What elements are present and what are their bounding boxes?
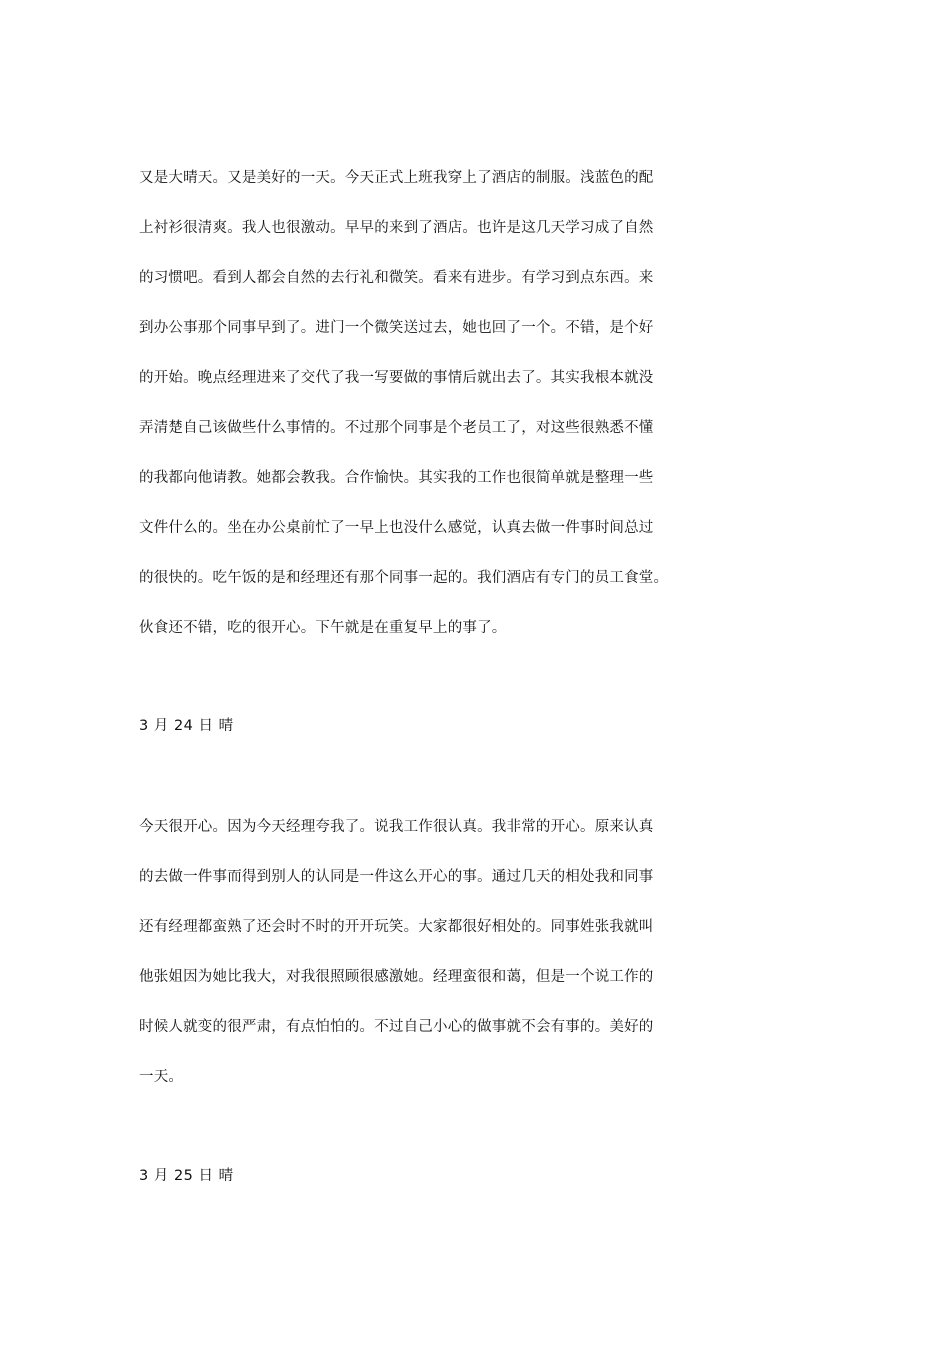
- text-line: 时候人就变的很严肃，有点怕怕的。不过自己小心的做事就不会有事的。美好的: [139, 1019, 654, 1035]
- text-line: 的开始。晚点经理进来了交代了我一写要做的事情后就出去了。其实我根本就没: [139, 370, 654, 386]
- text-line: 一天。: [139, 1069, 184, 1085]
- entry-date-heading: 3 月 24 日 晴: [139, 718, 234, 734]
- text-line: 今天很开心。因为今天经理夸我了。说我工作很认真。我非常的开心。原来认真: [139, 819, 654, 835]
- text-line: 的很快的。吃午饭的是和经理还有那个同事一起的。我们酒店有专门的员工食堂。: [139, 570, 669, 586]
- text-line: 的我都向他请教。她都会教我。合作愉快。其实我的工作也很简单就是整理一些: [139, 470, 654, 486]
- text-line: 伙食还不错，吃的很开心。下午就是在重复早上的事了。: [139, 620, 507, 636]
- text-line: 上衬衫很清爽。我人也很激动。早早的来到了酒店。也许是这几天学习成了自然: [139, 220, 654, 236]
- text-line: 他张姐因为她比我大，对我很照顾很感激她。经理蛮很和蔼，但是一个说工作的: [139, 969, 654, 985]
- text-line: 还有经理都蛮熟了还会时不时的开开玩笑。大家都很好相处的。同事姓张我就叫: [139, 919, 654, 935]
- text-line: 又是大晴天。又是美好的一天。今天正式上班我穿上了酒店的制服。浅蓝色的配: [139, 170, 654, 186]
- text-line: 弄清楚自己该做些什么事情的。不过那个同事是个老员工了，对这些很熟悉不懂: [139, 420, 654, 436]
- text-line: 到办公事那个同事早到了。进门一个微笑送过去，她也回了一个。不错，是个好: [139, 320, 654, 336]
- entry-date-heading: 3 月 25 日 晴: [139, 1168, 234, 1184]
- text-line: 的习惯吧。看到人都会自然的去行礼和微笑。看来有进步。有学习到点东西。来: [139, 270, 654, 286]
- text-line: 的去做一件事而得到别人的认同是一件这么开心的事。通过几天的相处我和同事: [139, 869, 654, 885]
- text-line: 文件什么的。坐在办公桌前忙了一早上也没什么感觉，认真去做一件事时间总过: [139, 520, 654, 536]
